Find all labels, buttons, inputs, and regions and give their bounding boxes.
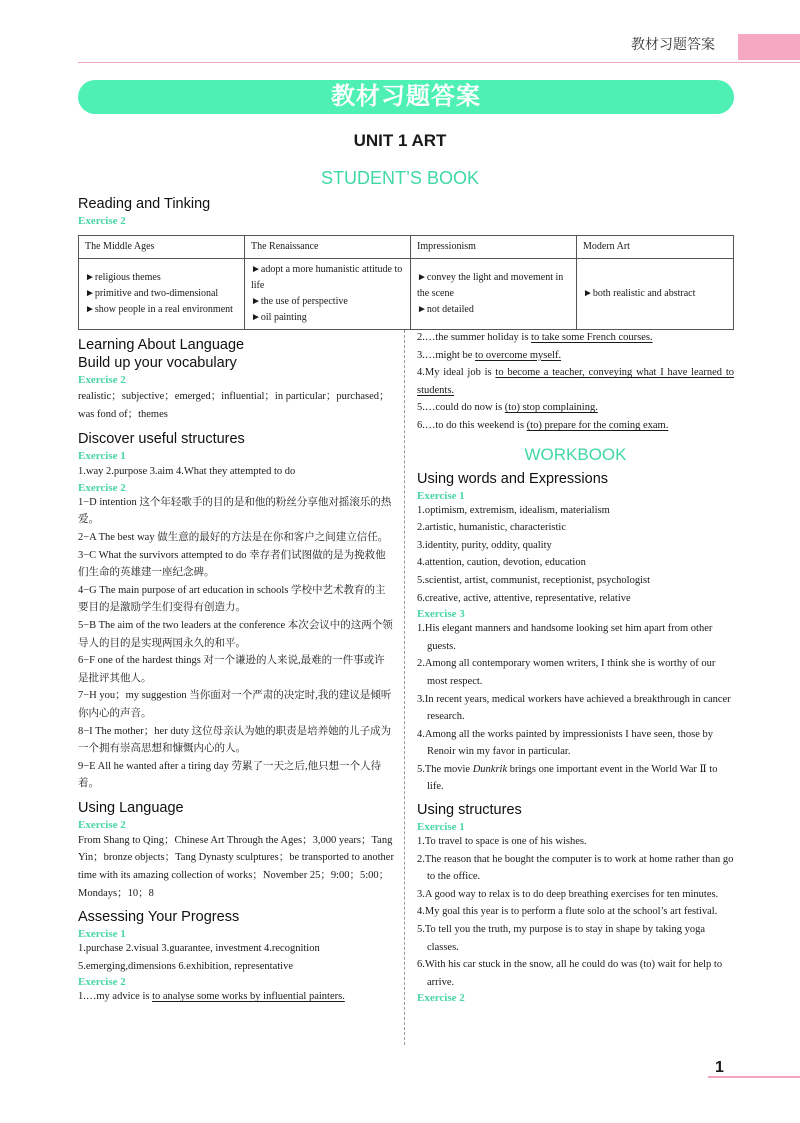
- words-heading: Using words and Expressions: [417, 470, 609, 487]
- section-banner: 教材习题答案: [78, 80, 734, 114]
- column-divider: [404, 330, 405, 1045]
- item-answer: to analyse some works by influential painters.: [152, 991, 345, 1003]
- structures-heading: Using structures: [417, 802, 522, 819]
- header-rule: [78, 62, 800, 63]
- words-exercise3-item: 4.Among all the works painted by impressionists I have seen, those by Renoir win my favor in particular.: [417, 728, 713, 758]
- item-prefix: 5.…could do now is: [417, 402, 505, 414]
- table-cell-middle-ages: [79, 259, 245, 330]
- structures-exercise1-label: Exercise 1: [417, 821, 465, 834]
- item-prefix: 2.…the summer holiday is: [417, 332, 532, 343]
- discover-exercise1-label: Exercise 1: [78, 450, 126, 463]
- item-rest: brings one important event in the World War Ⅱ to life.: [427, 763, 718, 793]
- using-language-answers: From Shang to Qing；Chinese Art Through the Ages；3,000 years；Tang Yin；bronze objects；Tang Dynasty sculptures；be transported to another time with its amazing collection of works；November 25；9:00；5:00；Mondays；10；8: [78, 834, 394, 899]
- words-exercise3-item: [417, 761, 734, 796]
- table-cell-line: ►adopt a more humanistic attitude to life: [251, 264, 403, 291]
- table-cell-line: ►the use of perspective: [251, 296, 348, 307]
- assess-exercise2-item: [417, 364, 734, 399]
- item-prefix: 3.…might be: [417, 349, 476, 361]
- words-exercise3-item: 1.His elegant manners and handsome looking set him apart from other guests.: [417, 623, 713, 652]
- running-title: 教材习题答案: [631, 36, 715, 52]
- table-header-renaissance: The Renaissance: [245, 236, 411, 259]
- item-prefix: 5.The movie: [417, 763, 473, 775]
- page-number-rule: [708, 1076, 800, 1078]
- words-exercise1-item: 5.scientist, artist, communist, receptionist, psychologist: [417, 574, 651, 586]
- using-language-exercise-label: Exercise 2: [78, 818, 126, 831]
- discover-item: 8−I The mother；her duty 这位母亲认为她的职责是培养她的儿子成为一个拥有崇高思想和慷慨内心的人。: [78, 725, 392, 755]
- learning-heading: Learning About Language: [78, 337, 245, 353]
- vocab-heading: Build up your vocabulary: [78, 355, 237, 371]
- item-prefix: 4.My ideal job is: [417, 367, 496, 379]
- discover-item: 5−B The aim of the two leaders at the conference 本次会议中的这两个领导人的目的是实现两国永久的和平。: [78, 619, 393, 649]
- table-cell-modern-art: [577, 259, 734, 330]
- item-answer: [475, 350, 561, 361]
- movie-title: Dunkrik: [472, 763, 508, 775]
- discover-item: 3−C What the survivors attempted to do 幸存者们试图做的是为挽救他们生命的英雄建一座纪念碑。: [78, 549, 386, 579]
- discover-item: 7−H you；my suggestion 当你面对一个严肃的决定时,我的建议是倾听你内心的声音。: [78, 690, 392, 719]
- table-cell-line: ►show people in a real environment: [85, 304, 233, 315]
- assess-exercise1-label: Exercise 1: [78, 928, 126, 941]
- table-cell-line: ►both realistic and abstract: [583, 288, 696, 299]
- students-book-title: STUDENT’S BOOK: [320, 168, 480, 188]
- structures-item: 3.A good way to relax is to do deep breathing exercises for ten minutes.: [417, 888, 719, 900]
- right-column: [417, 329, 734, 1004]
- assess-exercise2-item: [417, 399, 734, 417]
- left-column: [78, 337, 394, 1006]
- discover-item: 1−D intention 这个年轻歌手的目的是和他的粉丝分享他对摇滚乐的热爱。: [78, 496, 392, 526]
- vocab-exercise-label: Exercise 2: [78, 374, 126, 386]
- structures-item: 1.To travel to space is one of his wishes.: [417, 836, 587, 848]
- item-prefix: 1.…my advice is: [78, 991, 153, 1003]
- table-cell-line: ►convey the light and movement in the scene: [417, 272, 564, 299]
- words-exercise1-item: 2.artistic, humanistic, characteristic: [417, 522, 566, 534]
- assess-exercise1-line: 5.emerging,dimensions 6.exhibition, representative: [78, 960, 294, 972]
- words-exercise1-item: 1.optimism, extremism, idealism, materialism: [417, 504, 610, 516]
- vocab-answers: realistic；subjective；emerged；influential；in particular；purchased；was fond of；themes: [78, 391, 390, 420]
- art-periods-table: [78, 235, 734, 330]
- assess-exercise2-label: Exercise 2: [78, 976, 126, 989]
- workbook-title: WORKBOOK: [524, 444, 627, 464]
- item-answer: to take some French courses.: [531, 332, 653, 343]
- discover-item: 6−F one of the hardest things 对一个谦逊的人来说,最难的一件事或许是批评其他人。: [78, 655, 385, 684]
- words-exercise1-item: 3.identity, purity, oddity, quality: [417, 539, 552, 551]
- discover-item: 2−A The best way 做生意的最好的方法是在你和客户之间建立信任。: [78, 531, 389, 543]
- words-exercise3-item: 2.Among all contemporary women writers, I think she is worthy of our most respect.: [417, 658, 716, 687]
- page-number: 1: [715, 1059, 724, 1076]
- header-tab: [738, 34, 800, 60]
- table-cell-line: ►primitive and two-dimensional: [85, 288, 219, 299]
- table-cell-impressionism: [411, 259, 577, 330]
- item-answer: to become a teacher, conveying what I have learned to students.: [417, 367, 734, 396]
- reading-heading: Reading and Tinking: [78, 196, 211, 212]
- unit-title: UNIT 1 ART: [353, 131, 447, 150]
- item-answer: (to) stop complaining.: [504, 402, 598, 414]
- discover-exercise1-answers: 1.way 2.purpose 3.aim 4.What they attempted to do: [78, 466, 296, 478]
- assess-heading: Assessing Your Progress: [78, 909, 240, 926]
- discover-item: 4−G The main purpose of art education in schools 学校中艺术教育的主要目的是激励学生们变得有创造力。: [78, 584, 386, 614]
- assess-exercise2-item: [78, 988, 394, 1006]
- assess-exercise2-item: [417, 347, 734, 365]
- using-language-heading: Using Language: [78, 799, 184, 816]
- table-cell-line: ►not detailed: [417, 304, 474, 315]
- table-cell-line: ►oil painting: [251, 312, 307, 323]
- discover-exercise2-label: Exercise 2: [78, 481, 126, 494]
- structures-exercise2-label: Exercise 2: [417, 992, 465, 1005]
- item-answer-prefix: to: [475, 349, 486, 361]
- assess-exercise1-line: 1.purchase 2.visual 3.guarantee, investment 4.recognition: [78, 943, 320, 955]
- table-header-middle-ages: The Middle Ages: [79, 236, 245, 259]
- item-answer-rest: overcome myself.: [485, 349, 562, 361]
- discover-item: 9−E All he wanted after a tiring day 劳累了一天之后,他只想一个人待着。: [78, 760, 382, 790]
- discover-heading: Discover useful structures: [78, 431, 245, 448]
- words-exercise1-label: Exercise 1: [417, 489, 465, 502]
- structures-item: 6.With his car stuck in the snow, all he could do was (to) wait for help to arrive.: [417, 959, 723, 988]
- structures-item: 2.The reason that he bought the computer is to work at home rather than go to the office.: [417, 853, 734, 883]
- structures-item: 5.To tell you the truth, my purpose is to stay in shape by taking yoga classes.: [417, 924, 705, 953]
- words-exercise1-item: 4.attention, caution, devotion, education: [417, 557, 586, 569]
- table-cell-renaissance: [245, 259, 411, 330]
- words-exercise3-item: 3.In recent years, medical workers have achieved a breakthrough in cancer research.: [417, 693, 731, 723]
- assess-exercise2-item: [417, 417, 734, 435]
- item-answer: (to) prepare for the coming exam.: [526, 419, 669, 431]
- table-header-impressionism: Impressionism: [411, 236, 577, 259]
- item-prefix: 6.…to do this weekend is: [417, 419, 527, 431]
- structures-item: 4.My goal this year is to perform a flute solo at the school’s art festival.: [417, 906, 718, 918]
- words-exercise3-label: Exercise 3: [417, 608, 465, 621]
- table-cell-line: ►religious themes: [85, 272, 161, 283]
- assess-exercise2-item: [417, 329, 734, 347]
- table-header-modern-art: Modern Art: [577, 236, 734, 259]
- words-exercise1-item: 6.creative, active, attentive, representative, relative: [417, 592, 631, 604]
- reading-exercise-label: Exercise 2: [78, 215, 126, 227]
